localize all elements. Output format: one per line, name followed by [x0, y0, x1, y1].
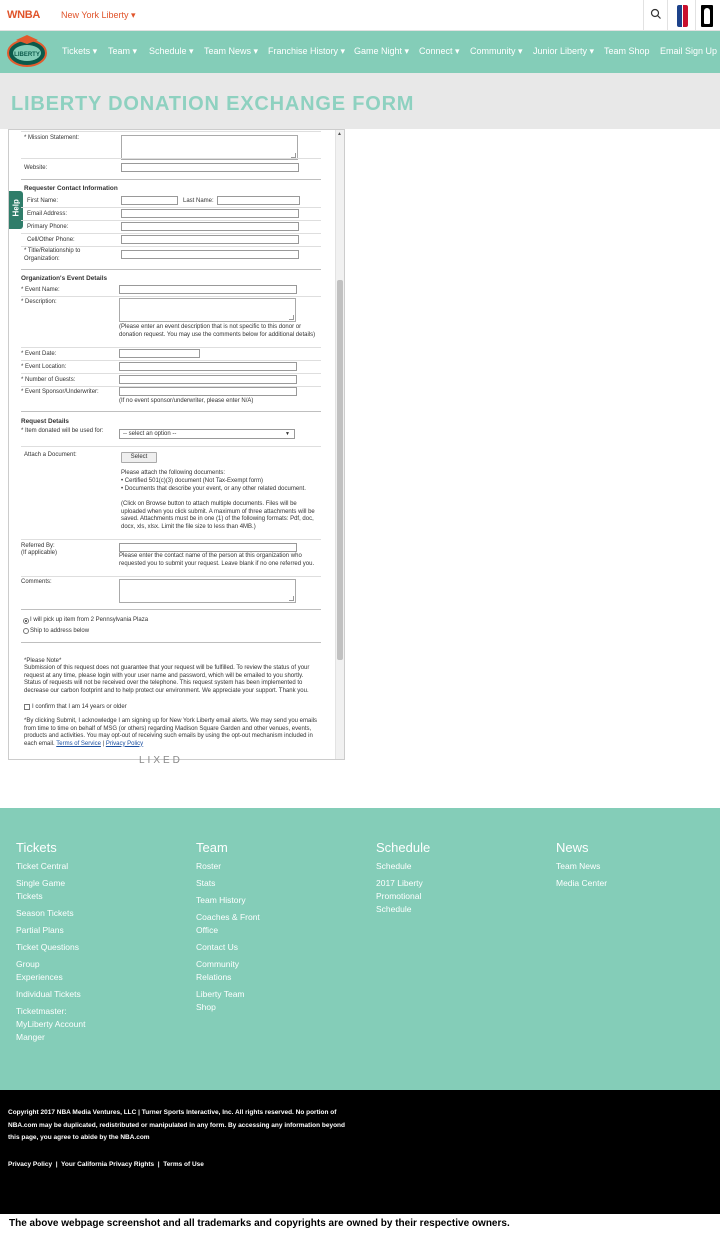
primary-phone-label: Primary Phone:: [27, 224, 69, 230]
ship-label: Ship to address below: [30, 628, 90, 634]
sponsor-help: (If no event sponsor/underwriter, please enter N/A): [119, 398, 254, 404]
footer-link[interactable]: Single Game Tickets: [16, 878, 66, 901]
footer-link[interactable]: Team News: [556, 861, 601, 871]
footer-link[interactable]: Group Experiences: [16, 959, 63, 982]
privacy-policy-link[interactable]: Privacy Policy: [8, 1161, 53, 1168]
footer-link[interactable]: Partial Plans: [16, 925, 64, 935]
nba-logo[interactable]: [677, 5, 688, 27]
attach-doc-2: • Documents that describe your event, or any other related document.: [121, 486, 306, 492]
primary-phone-input[interactable]: [121, 222, 299, 231]
nav-team[interactable]: Team ▾: [108, 46, 138, 56]
last-name-label: Last Name:: [183, 198, 214, 204]
row-divider: [21, 360, 321, 361]
sponsor-input[interactable]: [119, 387, 297, 396]
event-heading: Organization's Event Details: [21, 275, 108, 282]
team-selector[interactable]: New York Liberty ▾: [61, 10, 136, 20]
footer-link[interactable]: Coaches & Front Office: [196, 912, 260, 935]
nav-community[interactable]: Community ▾: [470, 46, 523, 56]
main-nav: [0, 31, 720, 73]
contact-heading: Requester Contact Information: [24, 185, 118, 192]
mission-textarea[interactable]: [121, 135, 298, 160]
description-label: * Description:: [21, 299, 57, 305]
title-relationship-input[interactable]: [121, 250, 299, 259]
row-divider: [21, 296, 321, 297]
help-label: Help: [11, 199, 21, 217]
guests-label: * Number of Guests:: [21, 377, 76, 383]
nav-game-night[interactable]: Game Night ▾: [354, 46, 410, 56]
footer-link[interactable]: Schedule: [376, 861, 412, 871]
footer-link[interactable]: Community Relations: [196, 959, 239, 982]
disclaimer: The above webpage screenshot and all trademarks and copyrights are owned by their respective owners.: [9, 1218, 510, 1229]
event-location-label: * Event Location:: [21, 364, 67, 370]
wnba-logo-mark[interactable]: [701, 5, 713, 27]
description-textarea[interactable]: [119, 298, 296, 322]
row-divider: [21, 131, 321, 132]
note-text: Submission of this request does not guarantee that your request will be fulfilled. To review the status of your request at any time, please login with your user name and password, which will be emailed to you shortly. Status of requests will not be received over the telephone. This request system has been implemented to decrease our carbon footprint and to help protect our environment. We appreciate your support. Thank you.: [24, 665, 310, 694]
nav-connect[interactable]: Connect ▾: [419, 46, 460, 56]
nav-schedule[interactable]: Schedule ▾: [149, 46, 194, 56]
description-help: (Please enter an event description that is not specific to this donor or donation request. You may use the comments below for additional details): [119, 324, 316, 338]
footer-heading: News: [556, 840, 589, 855]
title-relationship-label: * Title/Relationship to Organization:: [24, 248, 81, 262]
help-tab[interactable]: [9, 191, 23, 229]
scrollbar-thumb[interactable]: [337, 280, 343, 660]
nav-team-news[interactable]: Team News ▾: [204, 46, 259, 56]
ship-radio[interactable]: [23, 628, 29, 634]
note-heading: *Please Note*: [24, 658, 62, 664]
legal-links: [8, 1161, 204, 1168]
event-name-label: * Event Name:: [21, 287, 60, 293]
california-privacy-link[interactable]: Your California Privacy Rights: [61, 1161, 155, 1168]
liberty-logo[interactable]: [6, 34, 48, 70]
nav-tickets[interactable]: Tickets ▾: [62, 46, 98, 56]
referred-sublabel: (If applicable): [21, 550, 58, 556]
footer-link[interactable]: Individual Tickets: [16, 989, 81, 999]
footer-link[interactable]: Media Center: [556, 878, 608, 888]
email-input[interactable]: [121, 209, 299, 218]
email-label: Email Address:: [27, 211, 68, 217]
item-use-select[interactable]: [119, 429, 295, 439]
row-divider: [21, 446, 321, 447]
item-use-label: * Item donated will be used for:: [21, 428, 104, 434]
copyright-bar: [0, 1090, 720, 1214]
footer-heading: Schedule: [376, 840, 431, 855]
row-divider: [21, 347, 321, 348]
legal-separator: |: [55, 1161, 58, 1168]
divider: [667, 0, 668, 31]
attach-label: Attach a Document:: [24, 452, 77, 458]
pickup-radio[interactable]: [23, 618, 29, 624]
footer-link[interactable]: Roster: [196, 861, 222, 871]
footer-link[interactable]: Ticket Central: [16, 861, 69, 871]
row-divider: [21, 207, 321, 208]
event-name-input[interactable]: [119, 285, 297, 294]
svg-text:LIBERTY: LIBERTY: [14, 52, 40, 58]
footer-link[interactable]: Liberty Team Shop: [196, 989, 245, 1012]
consent-body: *By clicking Submit, I acknowledge I am signing up for New York Liberty email alerts. We may send you emails from time to time on behalf of MSG (or others) regarding Madison Square Garden and other venues, events, products and activities. You may opt-out of receiving such emails by using the opt-out mechanism included in each email.: [24, 718, 318, 747]
pickup-label: I will pick up item from 2 Pennsylvania Plaza: [30, 617, 149, 623]
item-use-select-value: -- select an option --: [123, 431, 177, 437]
footer-column-tickets: [16, 840, 166, 1048]
first-name-input[interactable]: [121, 196, 178, 205]
form-scrollbar[interactable]: [335, 130, 344, 759]
guests-input[interactable]: [119, 375, 297, 384]
nav-junior-liberty[interactable]: Junior Liberty ▾: [533, 46, 595, 56]
wnba-logo[interactable]: WNBA: [7, 9, 41, 21]
footer-link[interactable]: Stats: [196, 878, 216, 888]
row-divider: [21, 373, 321, 374]
search-icon[interactable]: [650, 8, 662, 20]
referred-help: Please enter the contact name of the person at this organization who requested you to submit your request. Leave blank if no one referred you.: [119, 553, 315, 567]
footer-link[interactable]: Ticketmaster: MyLiberty Account Manger: [16, 1006, 86, 1042]
footer-column-team: [196, 840, 346, 1018]
website-input[interactable]: [121, 163, 299, 172]
event-date-input[interactable]: [119, 349, 200, 358]
referred-label: Referred By:: [21, 543, 55, 549]
team-selector-label: New York Liberty: [61, 10, 129, 20]
consent-text: [24, 718, 320, 748]
website-label: Website:: [24, 165, 48, 171]
request-heading: Request Details: [21, 418, 69, 425]
first-name-label: First Name:: [27, 198, 59, 204]
referred-input[interactable]: [119, 543, 297, 552]
privacy-link[interactable]: Privacy Policy: [105, 740, 144, 747]
attach-help: (Click on Browse button to attach multiple documents. Files will be uploaded when you click submit. A maximum of three attachments will be saved. Attachments must be in one (1) of the following formats: Pdf, doc, docx, xls, xlsx. Limit the file size to less than 4MB.): [121, 501, 315, 530]
consent-separator: |: [102, 740, 105, 747]
footer-link[interactable]: Team History: [196, 895, 246, 905]
row-divider: [21, 158, 321, 159]
row-divider: [21, 576, 321, 577]
section-divider: [21, 269, 321, 270]
comments-textarea[interactable]: [119, 579, 296, 603]
section-divider: [21, 179, 321, 180]
divider: [695, 0, 696, 31]
section-divider: [21, 609, 321, 610]
top-bar: [0, 0, 720, 31]
chevron-down-icon: ▼: [285, 431, 290, 437]
row-divider: [21, 233, 321, 234]
age-confirm-checkbox[interactable]: [24, 704, 30, 710]
mission-label: * Mission Statement:: [24, 135, 80, 141]
terms-link[interactable]: Terms of Service: [56, 740, 101, 747]
age-confirm-label: I confirm that I am 14 years or older: [32, 704, 127, 710]
donation-form-frame[interactable]: [8, 129, 345, 766]
site-footer: [0, 808, 720, 1090]
cell-phone-input[interactable]: [121, 235, 299, 244]
footer-heading: Team: [196, 840, 228, 855]
nav-team-shop[interactable]: Team Shop: [604, 46, 650, 56]
sponsor-label: * Event Sponsor/Underwriter:: [21, 389, 99, 395]
nav-franchise-history[interactable]: Franchise History ▾: [268, 46, 346, 56]
page-title: LIBERTY DONATION EXCHANGE FORM: [11, 93, 415, 115]
cell-phone-label: Cell/Other Phone:: [27, 237, 75, 243]
captcha-text: LIXED: [139, 755, 183, 766]
comments-label: Comments:: [21, 579, 52, 585]
select-file-button[interactable]: Select: [121, 452, 157, 463]
row-divider: [21, 220, 321, 221]
section-divider: [21, 411, 321, 412]
footer-link[interactable]: 2017 Liberty Promotional Schedule: [376, 878, 423, 914]
event-date-label: * Event Date:: [21, 351, 57, 357]
last-name-input[interactable]: [217, 196, 300, 205]
footer-link[interactable]: Season Tickets: [16, 908, 74, 918]
terms-of-use-link[interactable]: Terms of Use: [163, 1161, 204, 1168]
legal-separator: |: [157, 1161, 160, 1168]
nav-email-signup[interactable]: Email Sign Up: [660, 46, 718, 56]
section-divider: [21, 642, 321, 643]
attach-intro: Please attach the following documents:: [121, 470, 226, 476]
title-bar: [0, 73, 720, 129]
footer-column-news: [556, 840, 706, 894]
divider: [643, 0, 644, 31]
footer-link[interactable]: Ticket Questions: [16, 942, 79, 952]
row-divider: [21, 246, 321, 247]
event-location-input[interactable]: [119, 362, 297, 371]
footer-column-schedule: [376, 840, 526, 920]
copyright-text: Copyright 2017 NBA Media Ventures, LLC | Turner Sports Interactive, Inc. All rights reserved. No portion of NBA.com may be duplicated, redistributed or manipulated in any form. By accessing any information beyond this page, you agree to abide by the NBA.com: [8, 1109, 345, 1141]
footer-link[interactable]: Contact Us: [196, 942, 239, 952]
scroll-up-arrow-icon[interactable]: ▲: [337, 131, 342, 137]
attach-doc-1: • Certified 501(c)(3) document (Not Tax-Exempt form): [121, 478, 264, 484]
footer-heading: Tickets: [16, 840, 57, 855]
row-divider: [21, 539, 321, 540]
